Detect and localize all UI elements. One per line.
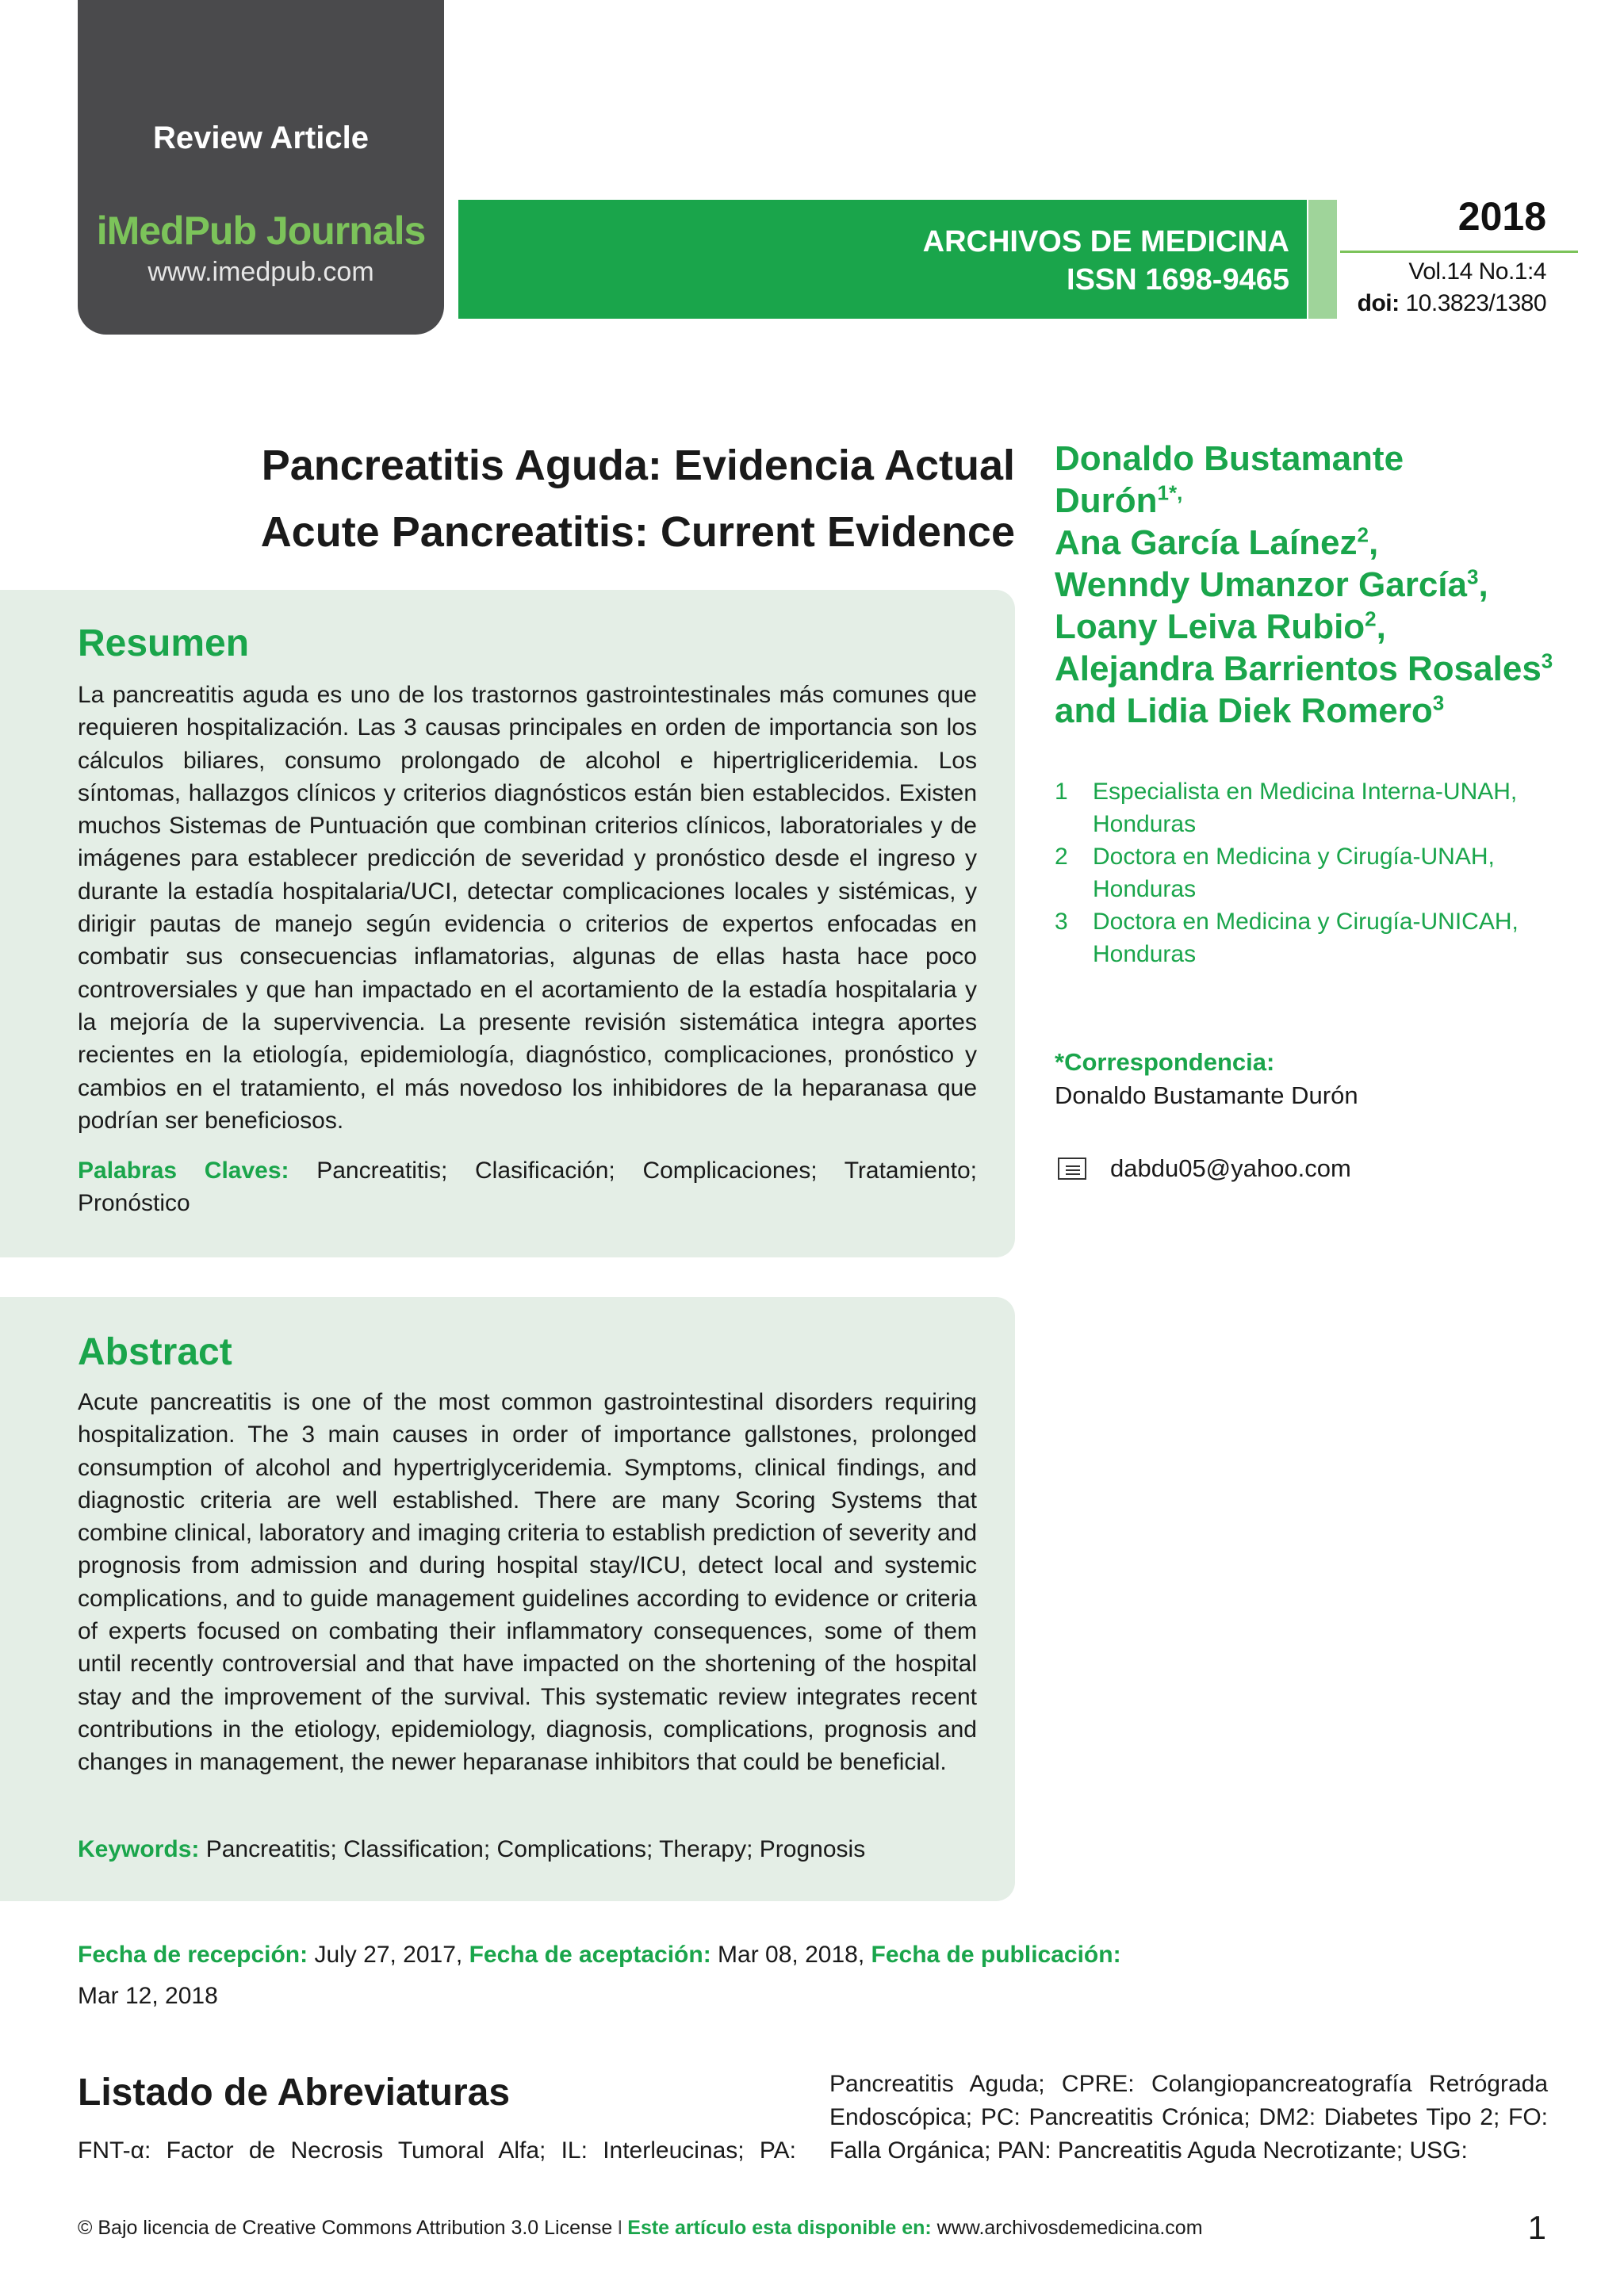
author-list	[1055, 438, 1578, 732]
received-date: July 27, 2017,	[314, 1942, 463, 1968]
accepted-label: Fecha de aceptación:	[469, 1942, 711, 1968]
doi	[1269, 290, 1546, 317]
author-line: Loany Leiva Rubio$^2$,	[1055, 607, 1386, 646]
affiliation-list	[1055, 775, 1578, 970]
footer-separator: I	[617, 2217, 623, 2239]
availability-label: Este artículo esta disponible en:	[627, 2217, 932, 2239]
affiliation-text: Doctora en Medicina y Cirugía-UNAH, Honduras	[1093, 844, 1495, 902]
publication-year: 2018	[1457, 194, 1546, 239]
correspondence-email[interactable]: dabdu05@yahoo.com	[1110, 1154, 1351, 1182]
article-type-label: Review Article	[153, 121, 369, 155]
volume-issue: Vol.14 No.1:4	[1408, 258, 1546, 285]
affiliation-item	[1055, 905, 1578, 970]
abbreviations-text-right: Pancreatitis Aguda; CPRE: Colangiopancreatografía Retrógrada Endoscópica; PC: Pancreatitis Crónica; DM2: Diabetes Tipo 2; FO: Falla Orgánica; PAN: Pancreatitis Aguda Necrotizante; USG:	[829, 2071, 1548, 2164]
email-icon	[1058, 1158, 1086, 1180]
journal-banner	[458, 200, 1307, 319]
affiliation-item	[1055, 775, 1578, 840]
resumen-keywords-label: Palabras Claves:	[78, 1158, 289, 1184]
accepted-date: Mar 08, 2018,	[718, 1942, 865, 1968]
author-line: Ana García Laínez$^2$,	[1055, 522, 1379, 562]
title-english: Acute Pancreatitis: Current Evidence	[260, 508, 1015, 556]
publication-dates	[78, 1934, 1188, 2017]
abstract-panel	[0, 1297, 1015, 1901]
published-date: Mar 12, 2018	[78, 1983, 218, 2009]
license-text: © Bajo licencia de Creative Commons Attribution 3.0 License	[78, 2217, 613, 2239]
published-label: Fecha de publicación:	[871, 1942, 1121, 1968]
affiliation-number: 3	[1055, 909, 1068, 935]
author-line: Wenndy Umanzor García$^3$,	[1055, 564, 1488, 604]
author-line: and Lidia Diek Romero$^3$	[1055, 691, 1445, 730]
author-line: Alejandra Barrientos Rosales$^3$	[1055, 649, 1553, 688]
publisher-url[interactable]: www.imedpub.com	[147, 257, 374, 287]
doi-label: doi:	[1357, 290, 1400, 316]
page-number: 1	[1527, 2209, 1546, 2246]
affiliation-item	[1055, 840, 1578, 905]
author-line: Donaldo Bustamante	[1055, 439, 1404, 478]
abstract-keywords	[78, 1833, 977, 1866]
abbreviations-text-left: FNT-α: Factor de Necrosis Tumoral Alfa; IL: Interleucinas; PA:	[78, 2137, 796, 2164]
year-divider	[1340, 251, 1578, 253]
resumen-keywords-text: Pancreatitis; Clasificación; Complicaciones; Tratamiento; Pronóstico	[78, 1158, 977, 1217]
publisher-brand-name: iMedPub Journals	[96, 209, 426, 253]
abbreviations-heading: Listado de Abreviaturas	[78, 2072, 511, 2114]
journal-issn: ISSN 1698-9465	[1067, 263, 1289, 297]
journal-name: ARCHIVOS DE MEDICINA	[922, 225, 1289, 258]
affiliation-number: 1	[1055, 779, 1068, 805]
abstract-body: Acute pancreatitis is one of the most common gastrointestinal disorders requiring hospitalization. The 3 main causes in order of importance gallstones, prolonged consumption of alcohol and hypertriglyceridemia. Symptoms, clinical findings, and diagnostic criteria are well established. There are many Scoring Systems that combine clinical, laboratory and imaging criteria to establish prediction of severity and prognosis from admission and during hospital stay/ICU, detect local and systemic complications, and to guide management guidelines according to evidence or criteria of experts focused on combating their inflammatory consequences, some of them until recently controversial and that have impacted on the shortening of the hospital stay and the improvement of the survival. This systematic review integrates recent contributions in the etiology, epidemiology, diagnosis, complications, prognosis and changes in management, the newer heparanase inhibitors that could be beneficial.	[78, 1389, 977, 1776]
journal-website-link[interactable]: www.archivosdemedicina.com	[936, 2217, 1203, 2239]
received-label: Fecha de recepción:	[78, 1942, 308, 1968]
resumen-heading: Resumen	[78, 622, 250, 664]
affiliation-text: Doctora en Medicina y Cirugía-UNICAH, Honduras	[1093, 909, 1519, 967]
abstract-keywords-text: Pancreatitis; Classification; Complications; Therapy; Prognosis	[205, 1836, 866, 1862]
affiliation-number: 2	[1055, 844, 1068, 870]
page-footer	[78, 2217, 1203, 2240]
abstract-keywords-label: Keywords:	[78, 1836, 200, 1862]
publisher-logo-box	[78, 0, 444, 335]
correspondence-label: *Correspondencia:	[1055, 1048, 1275, 1076]
resumen-keywords	[78, 1154, 977, 1220]
author-line: Durón$^{1*,}$	[1055, 480, 1183, 520]
correspondence-name: Donaldo Bustamante Durón	[1055, 1081, 1358, 1109]
affiliation-text: Especialista en Medicina Interna-UNAH, Honduras	[1093, 779, 1518, 837]
doi-value[interactable]: 10.3823/1380	[1405, 290, 1546, 316]
resumen-panel	[0, 590, 1015, 1257]
title-spanish: Pancreatitis Aguda: Evidencia Actual	[261, 442, 1015, 489]
resumen-body: La pancreatitis aguda es uno de los trastornos gastrointestinales más comunes que requieren hospitalización. Las 3 causas principales en orden de importancia son los cálculos biliares, consumo prolongado de alcohol e hipertrigliceridemia. Los síntomas, hallazgos clínicos y criterios diagnósticos están bien establecidos. Existen muchos Sistemas de Puntuación que combinan criterios clínicos, laboratoriales y de imágenes para establecer predicción de severidad y pronóstico desde el ingreso y durante la estadía hospitalaria/UCI, detectar complicaciones locales y sistémicas, y dirigir pautas de manejo según evidencia o criterios de expertos enfocadas en combatir sus consecuencias inflamatorias, algunas de ellas hasta hace poco controversiales y que han impactado en el acortamiento de la estadía hospitalaria y la mejoría de la supervivencia. La presente revisión sistemática integra aportes recientes en la etiología, epidemiología, diagnóstico, complicaciones, pronóstico y cambios en el tratamiento, el más novedoso los inhibidores de la heparanasa que podrían ser beneficiosos.	[78, 682, 977, 1134]
abstract-heading: Abstract	[78, 1331, 232, 1373]
